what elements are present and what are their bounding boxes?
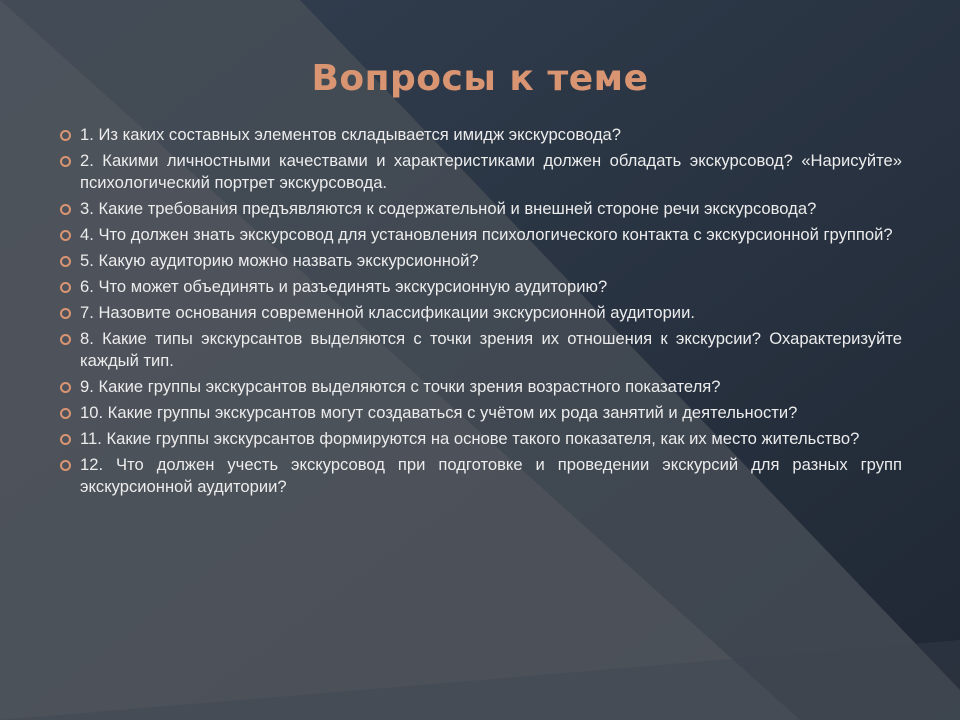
slide-title: Вопросы к теме [311,58,649,99]
ring-bullet-icon [60,334,71,345]
list-item [60,428,902,450]
ring-bullet-icon [60,308,71,319]
list-item [60,276,902,298]
question-text: 11. Какие группы экскурсантов формируются на основе такого показателя, как их место жительство? [80,429,860,448]
list-item [60,198,902,220]
ring-bullet-icon [60,282,71,293]
ring-bullet-icon [60,130,71,141]
list-item [60,302,902,324]
question-list [60,124,902,502]
ring-bullet-icon [60,256,71,267]
ring-bullet-icon [60,156,71,167]
list-item [60,328,902,372]
list-item [60,376,902,398]
ring-bullet-icon [60,204,71,215]
list-item [60,250,902,272]
list-item [60,454,902,498]
list-item [60,224,902,246]
list-item [60,150,902,194]
ring-bullet-icon [60,408,71,419]
question-text: 1. Из каких составных элементов складывается имидж экскурсовода? [80,125,622,144]
question-text: 12. Что должен учесть экскурсовод при подготовке и проведении экскурсий для разных групп экскурсионной аудитории? [80,455,902,496]
list-item [60,402,902,424]
ring-bullet-icon [60,434,71,445]
ring-bullet-icon [60,460,71,471]
question-text: 5. Какую аудиторию можно назвать экскурсионной? [80,251,479,270]
question-text: 7. Назовите основания современной классификации экскурсионной аудитории. [80,303,695,322]
ring-bullet-icon [60,230,71,241]
question-text: 4. Что должен знать экскурсовод для установления психологического контакта с экскурсионной группой? [80,225,893,244]
question-text: 9. Какие группы экскурсантов выделяются с точки зрения возрастного показателя? [80,377,721,396]
question-text: 3. Какие требования предъявляются к содержательной и внешней стороне речи экскурсовода? [80,199,817,218]
question-text: 6. Что может объединять и разъединять экскурсионную аудиторию? [80,277,608,296]
question-text: 10. Какие группы экскурсантов могут создаваться с учётом их рода занятий и деятельности? [80,403,798,422]
ring-bullet-icon [60,382,71,393]
question-text: 8. Какие типы экскурсантов выделяются с точки зрения их отношения к экскурсии? Охарактеризуйте каждый тип. [80,329,902,370]
list-item [60,124,902,146]
question-text: 2. Какими личностными качествами и характеристиками должен обладать экскурсовод? «Нарисуйте» психологический портрет экскурсовода. [80,151,902,192]
